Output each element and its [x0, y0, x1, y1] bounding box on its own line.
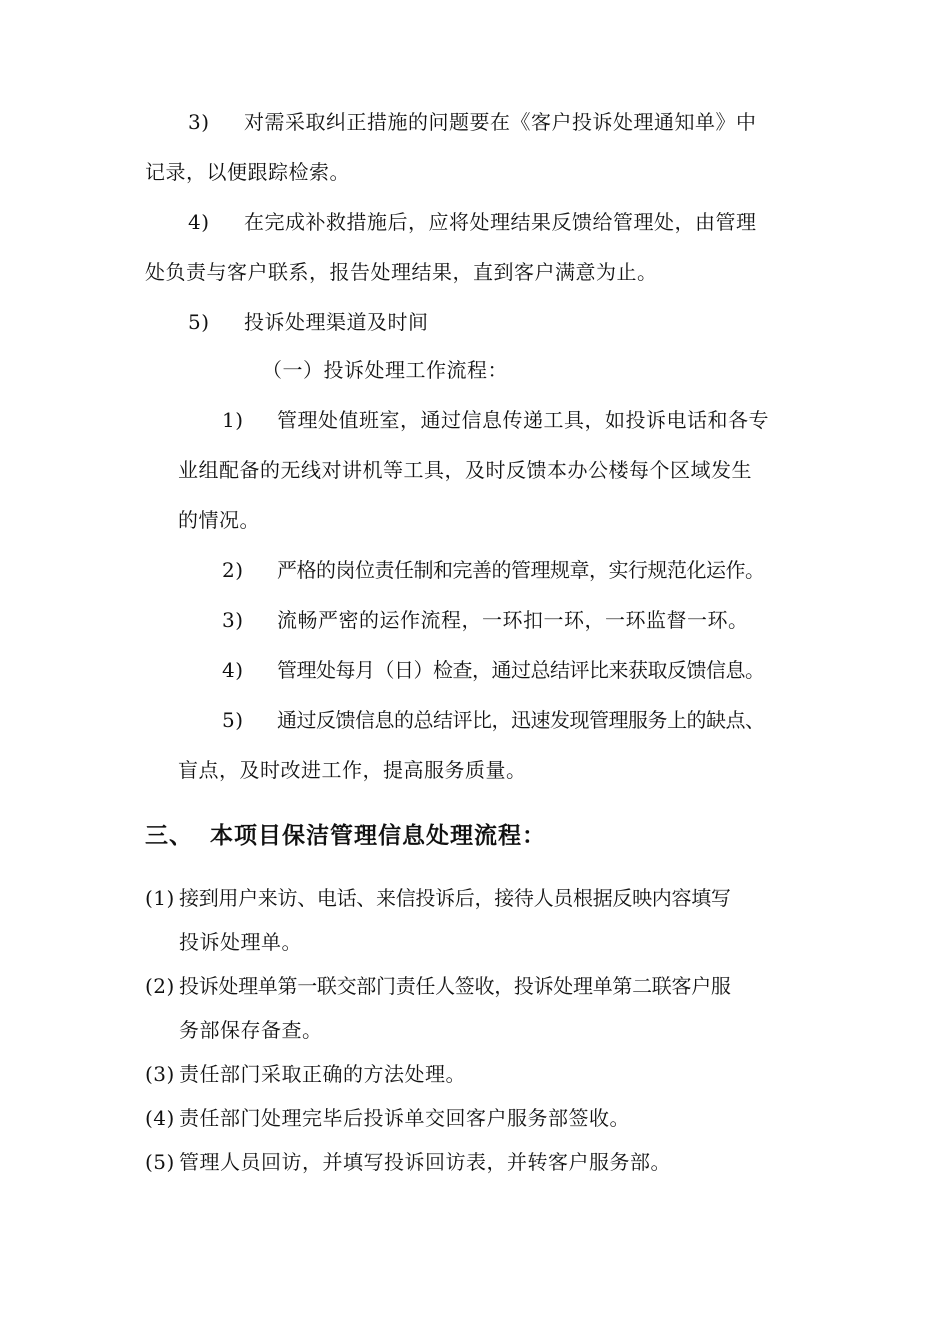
item-number: 3)	[188, 110, 210, 134]
paragraph-line: 处负责与客户联系，报告处理结果，直到客户满意为止。	[145, 260, 658, 284]
item-number: 1)	[222, 408, 244, 432]
paragraph-line: 通过反馈信息的总结评比，迅速发现管理服务上的缺点、	[277, 708, 765, 732]
paragraph-line: 管理处每月（日）检查，通过总结评比来获取反馈信息。	[277, 658, 765, 682]
subsection-title: （一）投诉处理工作流程：	[262, 358, 508, 382]
paragraph-line: 盲点，及时改进工作，提高服务质量。	[178, 758, 527, 782]
paragraph-line: 业组配备的无线对讲机等工具，及时反馈本办公楼每个区域发生	[178, 458, 752, 482]
paragraph-line: 管理处值班室，通过信息传递工具，如投诉电话和各专	[277, 408, 769, 432]
item-number: 4)	[188, 210, 210, 234]
item-number: 3)	[222, 608, 244, 632]
item-number: 4)	[222, 658, 244, 682]
paragraph-line: 记录，以便跟踪检索。	[145, 160, 350, 184]
paragraph-line: 责任部门采取正确的方法处理。	[179, 1062, 466, 1086]
paragraph-line: 严格的岗位责任制和完善的管理规章，实行规范化运作。	[277, 558, 765, 582]
item-number: 5)	[222, 708, 244, 732]
paragraph-line: 务部保存备查。	[179, 1018, 323, 1042]
item-number: 5)	[188, 310, 210, 334]
paragraph-line: 投诉处理单第一联交部门责任人签收，投诉处理单第二联客户服	[179, 974, 731, 998]
item-number: 2)	[222, 558, 244, 582]
paragraph-line: 投诉处理单。	[179, 930, 302, 954]
item-number: (4)	[145, 1106, 175, 1130]
paragraph-line: 责任部门处理完毕后投诉单交回客户服务部签收。	[179, 1106, 630, 1130]
item-number: (3)	[145, 1062, 175, 1086]
section-heading-number: 三、	[145, 823, 193, 849]
section-heading-title: 本项目保洁管理信息处理流程：	[210, 823, 546, 849]
paragraph-line: 流畅严密的运作流程，一环扣一环，一环监督一环。	[277, 608, 749, 632]
paragraph-line: 的情况。	[178, 508, 260, 532]
paragraph-line: 投诉处理渠道及时间	[244, 310, 429, 334]
item-number: (1)	[145, 886, 175, 910]
paragraph-line: 接到用户来访、电话、来信投诉后，接待人员根据反映内容填写	[179, 886, 731, 910]
paragraph-line: 管理人员回访，并填写投诉回访表，并转客户服务部。	[179, 1150, 671, 1174]
paragraph-line: 在完成补救措施后，应将处理结果反馈给管理处，由管理	[244, 210, 757, 234]
paragraph-line: 对需采取纠正措施的问题要在《客户投诉处理通知单》中	[244, 110, 757, 134]
item-number: (5)	[145, 1150, 175, 1174]
item-number: (2)	[145, 974, 175, 998]
